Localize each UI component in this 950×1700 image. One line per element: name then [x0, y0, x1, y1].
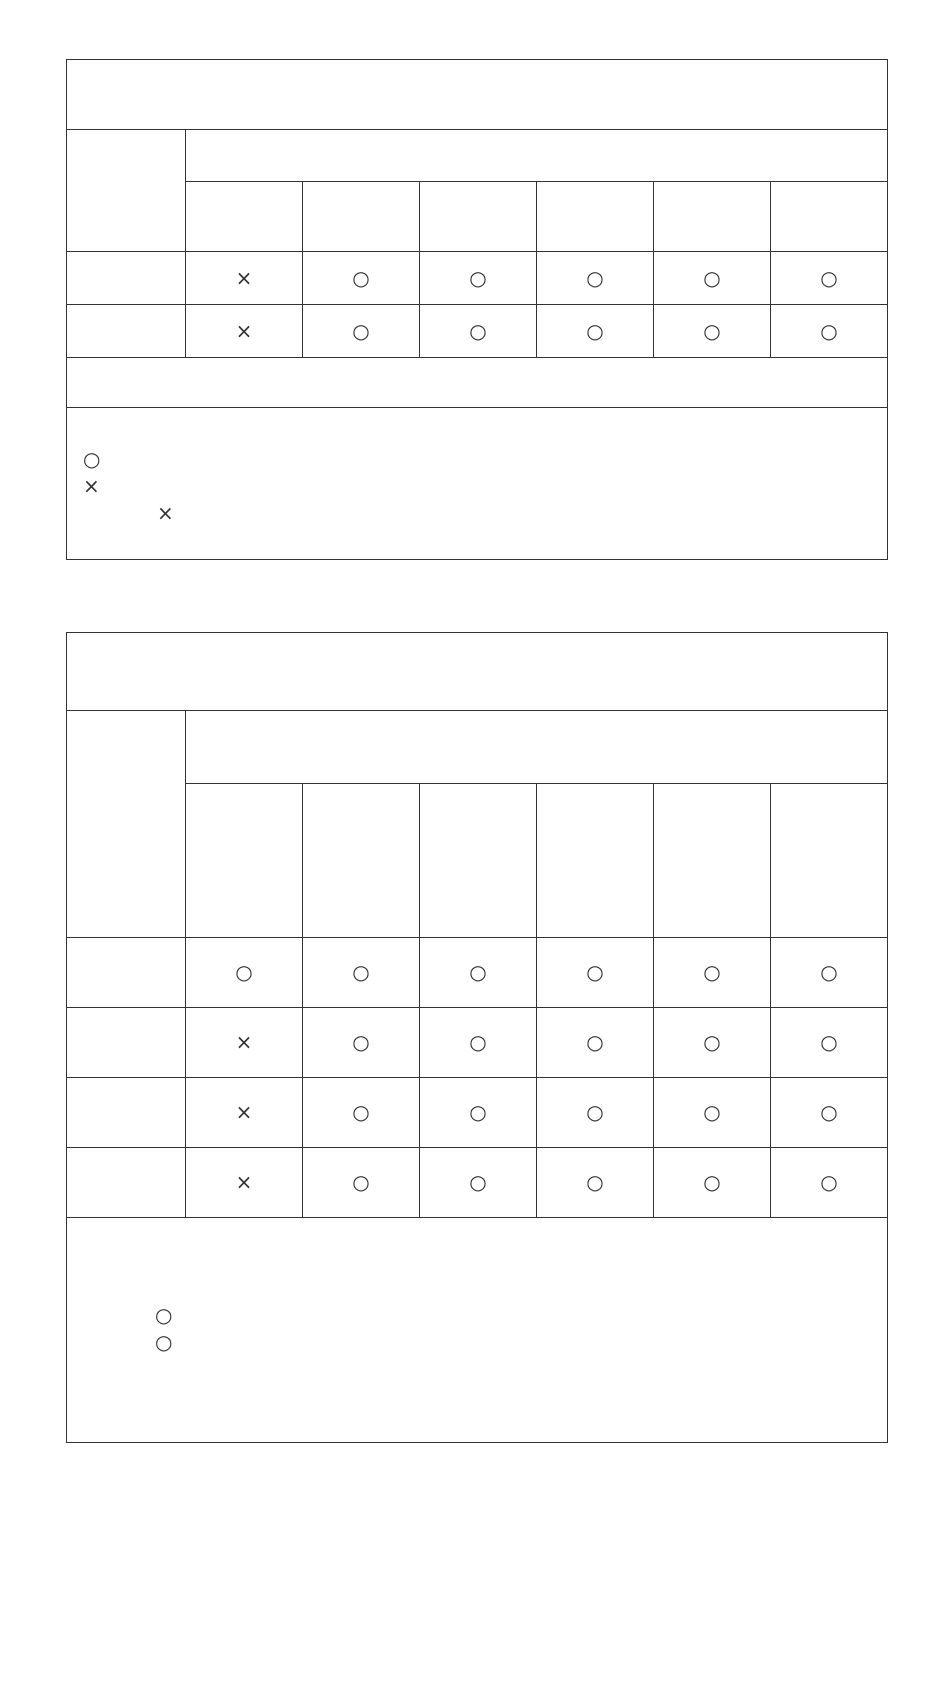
table-1-column-header [537, 182, 654, 252]
table-1-column-header [303, 182, 420, 252]
circle-mark: ○ [155, 1303, 173, 1327]
compatibility-table-2 [66, 632, 887, 1443]
cell [303, 1008, 420, 1078]
table-2-column-header [537, 784, 654, 938]
cell [771, 305, 888, 358]
cell [186, 1008, 303, 1078]
cell [303, 1078, 420, 1148]
circle-mark: ○ [586, 1030, 604, 1054]
circle-mark: ○ [820, 1030, 838, 1054]
row-label [67, 252, 186, 305]
circle-mark: ○ [703, 960, 721, 984]
cell [420, 1008, 537, 1078]
cell [303, 1148, 420, 1218]
cell [303, 305, 420, 358]
table-2-notes [67, 1218, 888, 1443]
circle-mark: ○ [83, 447, 101, 471]
cell [186, 252, 303, 305]
table-2-column-header [771, 784, 888, 938]
circle-mark: ○ [820, 318, 838, 343]
circle-mark: ○ [352, 1170, 370, 1194]
note-line [155, 1329, 887, 1356]
cell [303, 252, 420, 305]
cell [654, 1148, 771, 1218]
circle-mark: ○ [469, 960, 487, 984]
table-1-column-header [771, 182, 888, 252]
circle-mark: ○ [352, 265, 370, 290]
table-row [67, 305, 888, 358]
circle-mark: ○ [703, 318, 721, 343]
cell [771, 252, 888, 305]
table-1-column-group-header [186, 130, 888, 182]
circle-mark: ○ [586, 1170, 604, 1194]
circle-mark: ○ [703, 265, 721, 290]
table-1-row-header [67, 130, 186, 252]
cross-mark: × [235, 1030, 253, 1054]
circle-mark: ○ [469, 318, 487, 343]
cell [537, 1008, 654, 1078]
cross-mark: × [235, 1100, 253, 1124]
cell [537, 305, 654, 358]
cell [186, 1148, 303, 1218]
table-2-row-header [67, 711, 186, 938]
cell [537, 1078, 654, 1148]
cell [537, 252, 654, 305]
table-2-grid [66, 632, 888, 1443]
cell [420, 305, 537, 358]
row-label [67, 1148, 186, 1218]
circle-mark: ○ [820, 1170, 838, 1194]
cell [420, 252, 537, 305]
circle-mark: ○ [820, 265, 838, 290]
cell [303, 938, 420, 1008]
cell [771, 1078, 888, 1148]
circle-mark: ○ [352, 960, 370, 984]
row-label [67, 938, 186, 1008]
cell [420, 1078, 537, 1148]
row-label [67, 1008, 186, 1078]
cross-mark: × [235, 318, 253, 343]
circle-mark: ○ [820, 960, 838, 984]
circle-mark: ○ [469, 1100, 487, 1124]
circle-mark: ○ [586, 1100, 604, 1124]
circle-mark: ○ [586, 960, 604, 984]
cell [537, 1148, 654, 1218]
cell [654, 1008, 771, 1078]
compatibility-table-1 [66, 59, 887, 560]
circle-mark: ○ [586, 318, 604, 343]
note-line [155, 1302, 887, 1329]
circle-mark: ○ [820, 1100, 838, 1124]
table-row [67, 1148, 888, 1218]
table-2-column-header [186, 784, 303, 938]
circle-mark: ○ [235, 960, 253, 984]
circle-mark: ○ [586, 265, 604, 290]
table-2-column-header [420, 784, 537, 938]
cross-mark: × [235, 265, 253, 290]
cell [654, 305, 771, 358]
cell [654, 938, 771, 1008]
cell [771, 1008, 888, 1078]
cell [537, 938, 654, 1008]
table-2-column-header [303, 784, 420, 938]
cell [186, 305, 303, 358]
table-1-caption [67, 60, 888, 130]
cell [771, 938, 888, 1008]
cell [420, 938, 537, 1008]
row-label [67, 1078, 186, 1148]
cell [420, 1148, 537, 1218]
table-row [67, 1078, 888, 1148]
note-line [83, 473, 887, 500]
table-row [67, 938, 888, 1008]
circle-mark: ○ [469, 1170, 487, 1194]
circle-mark: ○ [703, 1170, 721, 1194]
table-1-column-header [654, 182, 771, 252]
table-2-column-header [654, 784, 771, 938]
cell [186, 938, 303, 1008]
note-line [83, 446, 887, 473]
circle-mark: ○ [703, 1100, 721, 1124]
table-2-column-group-header [186, 711, 888, 784]
table-1-grid [66, 59, 888, 560]
cell [654, 1078, 771, 1148]
circle-mark: ○ [352, 1100, 370, 1124]
table-2-caption [67, 633, 888, 711]
table-1-footer [67, 358, 888, 408]
circle-mark: ○ [703, 1030, 721, 1054]
table-row [67, 1008, 888, 1078]
note-line [83, 500, 887, 527]
cross-mark: × [157, 501, 174, 525]
circle-mark: ○ [352, 1030, 370, 1054]
cell [186, 1078, 303, 1148]
cell [654, 252, 771, 305]
cross-mark: × [83, 474, 100, 498]
cross-mark: × [235, 1170, 253, 1194]
row-label [67, 305, 186, 358]
table-1-column-header [420, 182, 537, 252]
table-row [67, 252, 888, 305]
table-1-column-header [186, 182, 303, 252]
cell [771, 1148, 888, 1218]
table-1-notes [67, 408, 888, 560]
circle-mark: ○ [469, 1030, 487, 1054]
circle-mark: ○ [469, 265, 487, 290]
circle-mark: ○ [155, 1330, 173, 1354]
circle-mark: ○ [352, 318, 370, 343]
